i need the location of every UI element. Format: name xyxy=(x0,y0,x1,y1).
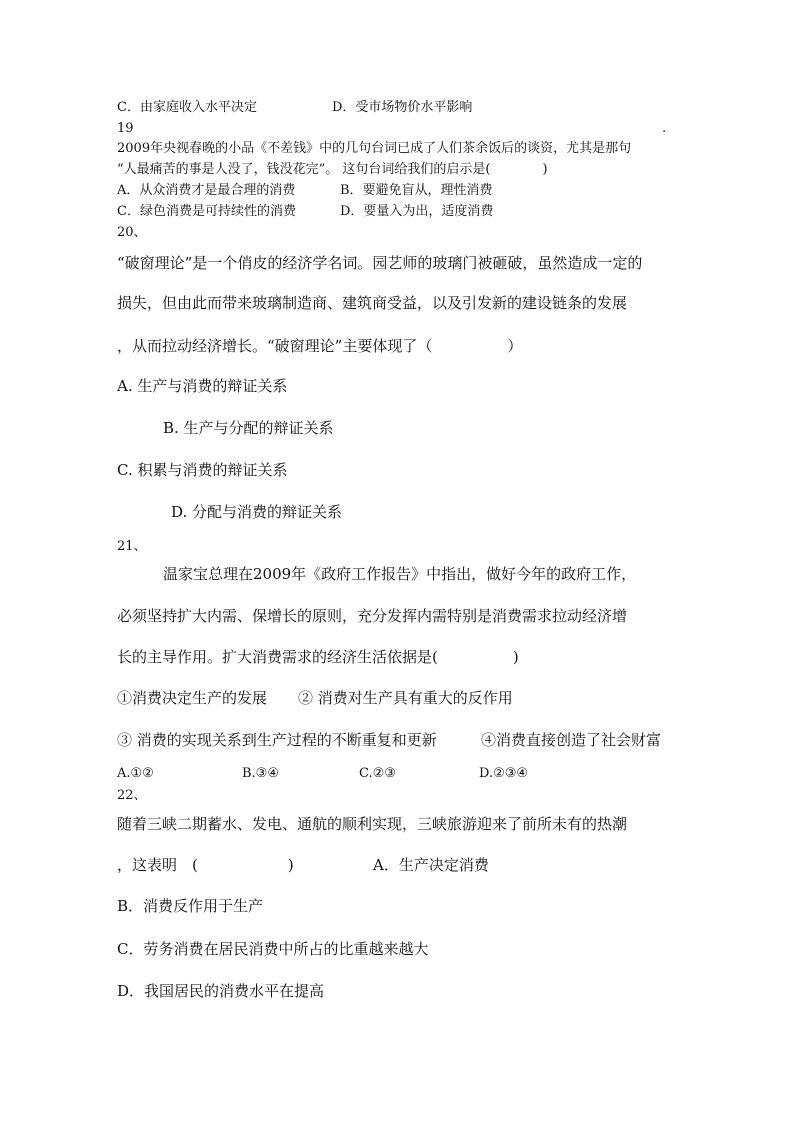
q21-number: 21、 xyxy=(117,539,147,554)
q22-option-b: B．消费反作用于生产 xyxy=(117,897,264,915)
q19-option-c: C．绿色消费是可持续性的消费 xyxy=(117,204,296,219)
q22-stem-line-1: 随着三峡二期蓄水、发电、通航的顺利实现，三峡旅游迎来了前所未有的热潮 xyxy=(117,815,628,833)
q21-option-a: A.①② xyxy=(117,766,154,781)
q21-stem-line-2: 必须坚持扩大内需、保增长的原则，充分发挥内需特别是消费需求拉动经济增 xyxy=(117,607,628,625)
q20-stem-line-2: 损失，但由此而带来玻璃制造商、建筑商受益，以及引发新的建设链条的发展 xyxy=(117,294,628,312)
q21-option-c: C.②③ xyxy=(359,766,396,781)
q22-option-d: D．我国居民的消费水平在提高 xyxy=(117,982,325,1000)
q20-stem-line-1: “破窗理论”是一个俏皮的经济学名词。园艺师的玻璃门被砸破，虽然造成一定的 xyxy=(117,254,643,272)
q18-option-d: D．受市场物价水平影响 xyxy=(332,100,473,115)
q19-option-a: A．从众消费才是最合理的消费 xyxy=(117,183,296,198)
q21-option-d: D.②③④ xyxy=(479,766,529,781)
q21-item-2: ② 消费对生产具有重大的反作用 xyxy=(298,689,513,707)
q20-number: 20、 xyxy=(117,225,147,240)
q19-option-d: D．要量入为出，适度消费 xyxy=(340,204,494,219)
q21-item-3: ③ 消费的实现关系到生产过程的不断重复和更新 xyxy=(117,731,437,749)
q20-option-d: D. 分配与消费的辩证关系 xyxy=(171,503,343,521)
q20-option-c: C. 积累与消费的辩证关系 xyxy=(117,461,288,479)
q22-option-a: A．生产决定消费 xyxy=(373,856,489,874)
q19-stem-line-1: 2009年央视春晚的小品《不差钱》中的几句台词已成了人们茶余饭后的谈资，尤其是那句 xyxy=(117,141,632,156)
q22-number: 22、 xyxy=(117,788,147,803)
q19-number: 19 xyxy=(117,121,134,136)
q22-option-c: C．劳务消费在居民消费中所占的比重越来越大 xyxy=(117,940,429,958)
q21-item-4: ④消费直接创造了社会财富 xyxy=(481,731,662,749)
q20-stem-line-3: ，从而拉动经济增长。“破窗理论”主要体现了（ ） xyxy=(117,337,523,355)
q19-trailing-dot: . xyxy=(662,121,667,136)
q21-option-b: B.③④ xyxy=(242,766,279,781)
q18-option-c: C．由家庭收入水平决定 xyxy=(117,100,257,115)
q19-option-b: B．要避免盲从，理性消费 xyxy=(340,183,493,198)
q21-stem-line-1: 温家宝总理在2009年《政府工作报告》中指出，做好今年的政府工作， xyxy=(163,565,637,583)
q22-stem-line-2: ，这表明 ( ) xyxy=(117,856,294,874)
q19-stem-line-2: “人最痛苦的事是人没了，钱没花完”。 这句台词给我们的启示是( ) xyxy=(117,162,548,177)
q20-option-b: B. 生产与分配的辩证关系 xyxy=(163,419,334,437)
q21-item-1: ①消费决定生产的发展 xyxy=(117,689,268,707)
q20-option-a: A. 生产与消费的辩证关系 xyxy=(117,377,288,395)
q21-stem-line-3: 长的主导作用。扩大消费需求的经济生活依据是( ) xyxy=(117,648,519,666)
